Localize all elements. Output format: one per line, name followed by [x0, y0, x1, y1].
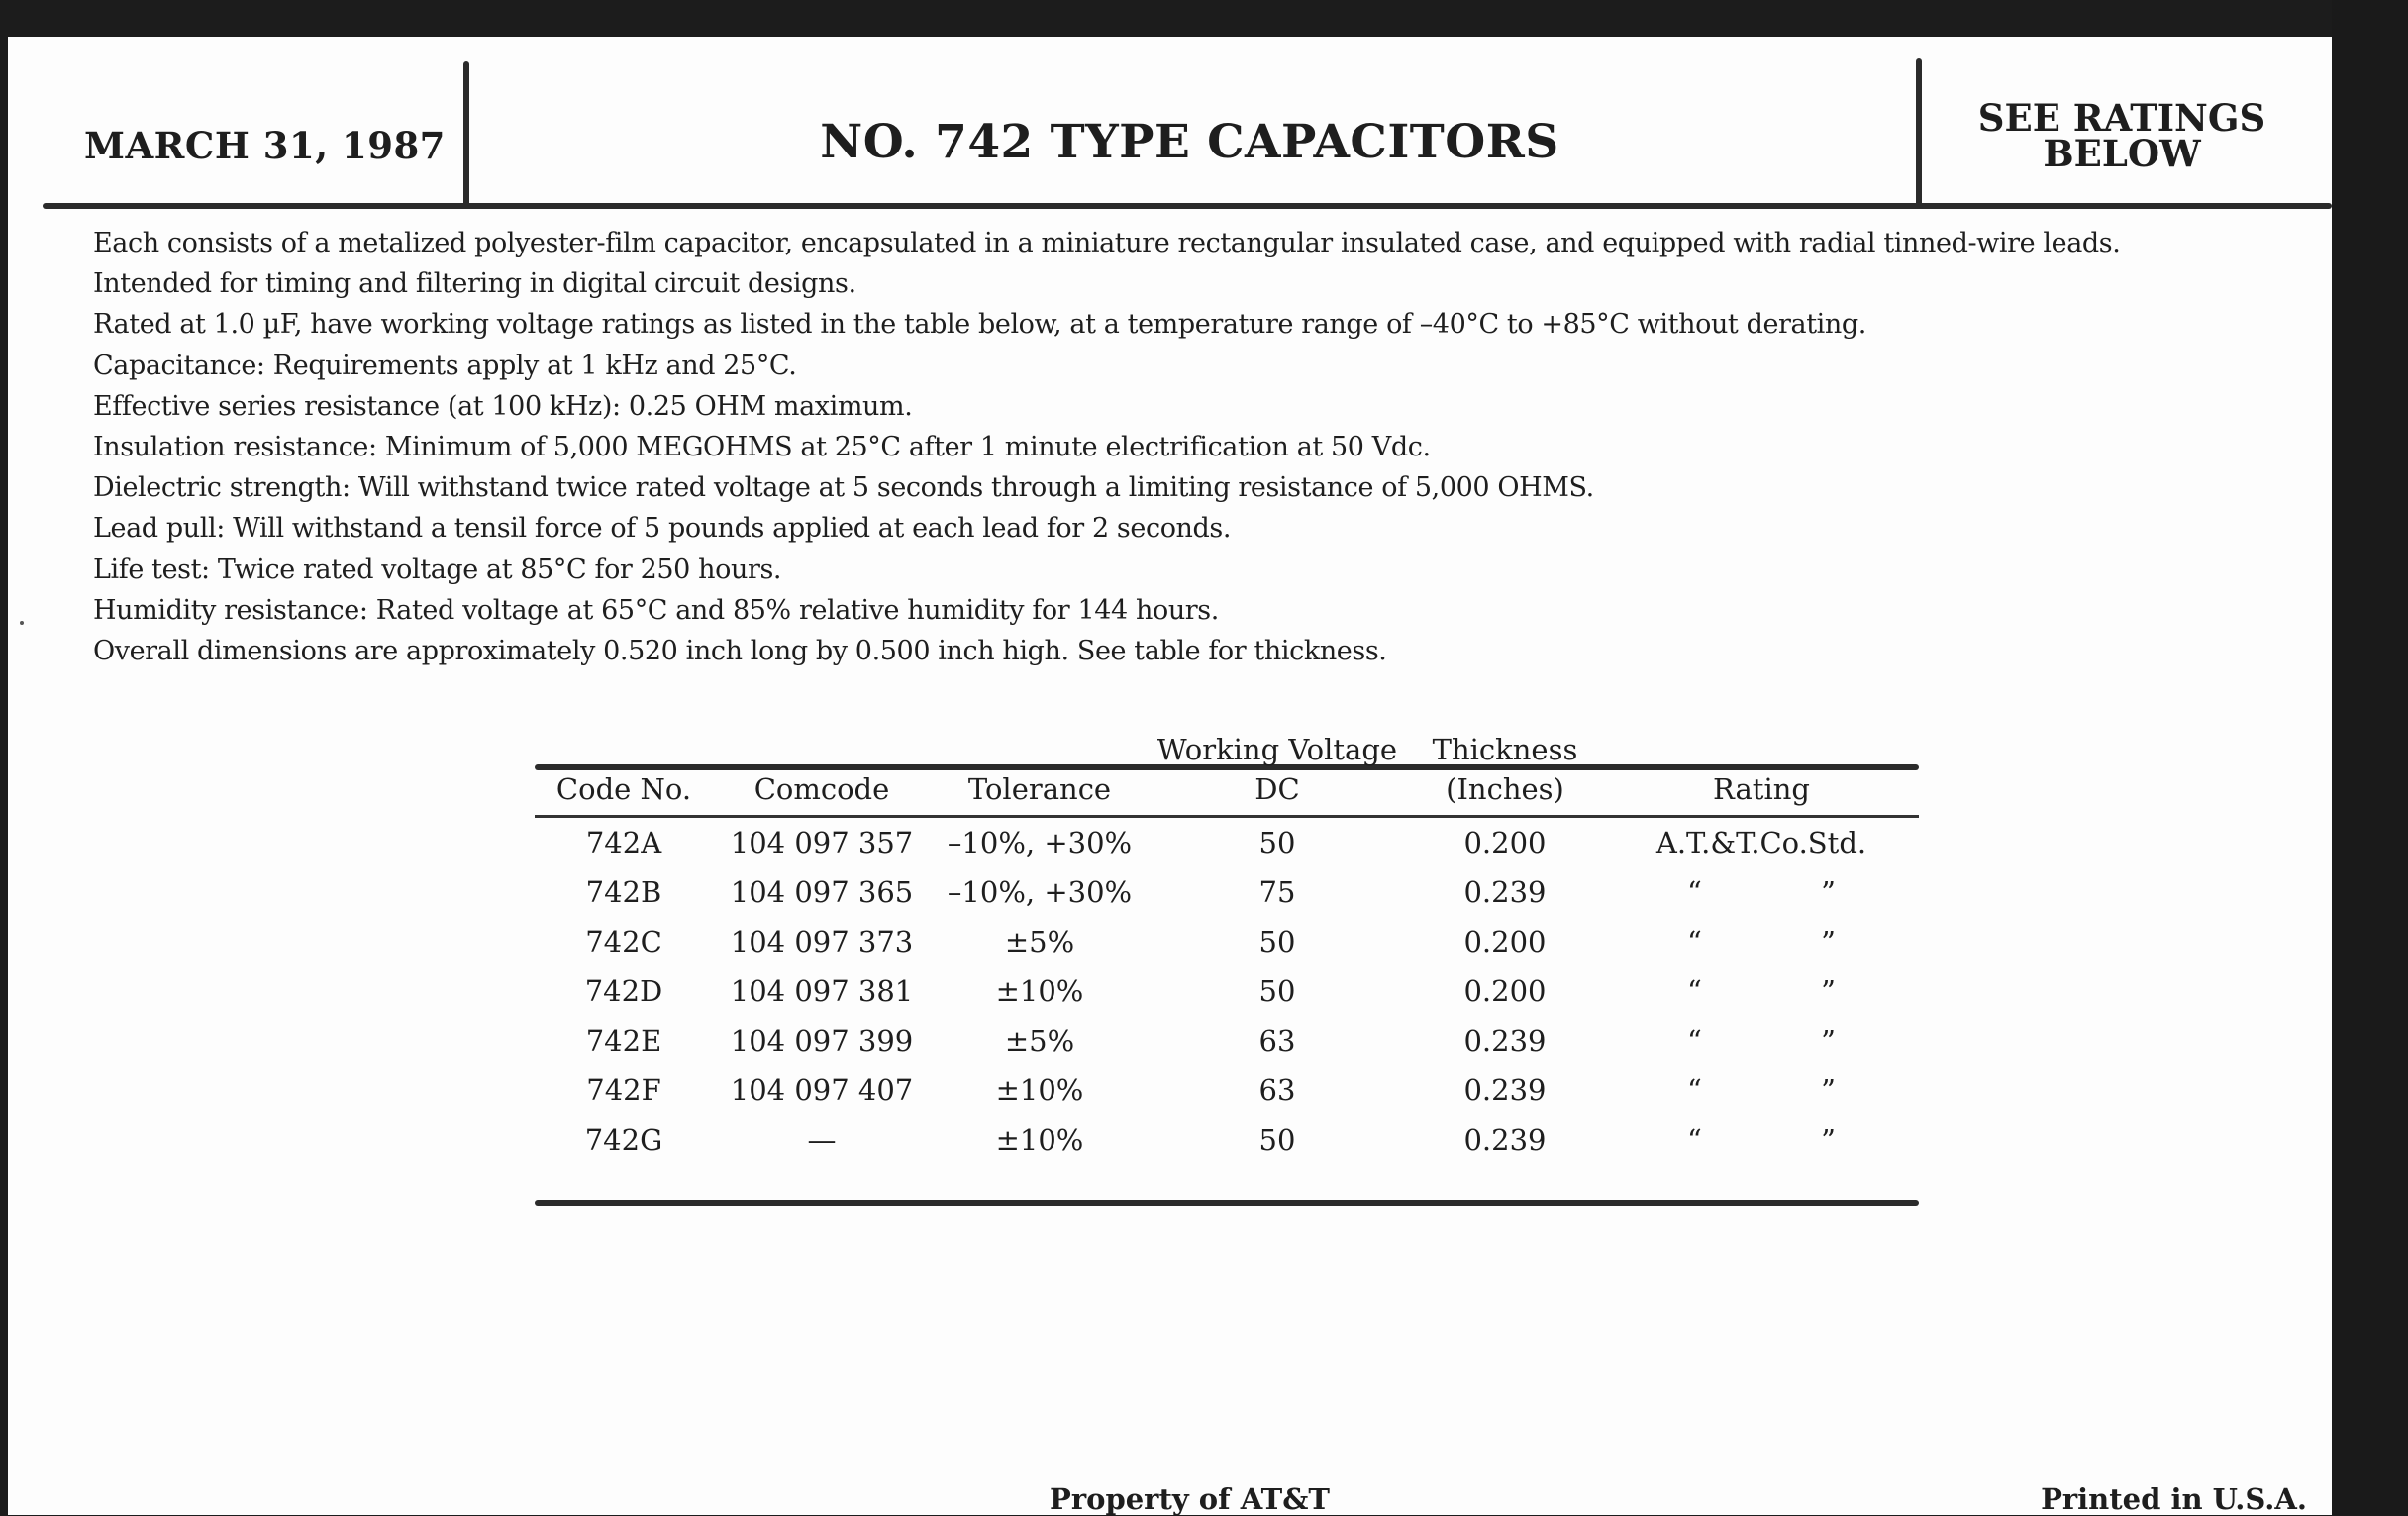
ditto-close: ”: [1821, 925, 1836, 959]
description-line: Rated at 1.0 µF, have working voltage ratings as listed in the table below, at a temperature range of –40°C to +85°C without derating.: [93, 309, 1866, 341]
description-line: Life test: Twice rated voltage at 85°C for 250 hours.: [93, 554, 782, 585]
cell-tolerance: ±10%: [995, 974, 1084, 1008]
ditto-open: “: [1687, 925, 1702, 959]
table-bottom-rule: [535, 1200, 1919, 1206]
cell-code: 742C: [585, 925, 662, 959]
table-row: [535, 817, 1919, 868]
ditto-close: ”: [1821, 974, 1836, 1008]
ditto-marks: [1687, 1115, 1836, 1164]
column-header-rating: Rating: [1713, 772, 1810, 806]
description-line: Each consists of a metalized polyester-film capacitor, encapsulated in a miniature rectangular insulated case, and equipped with radial tinned-wire leads.: [93, 228, 2121, 258]
cell-comcode: 104 097 407: [730, 1073, 914, 1107]
cell-voltage: 50: [1258, 1123, 1296, 1157]
cell-tolerance: –10%, +30%: [947, 826, 1133, 859]
table-header-row: [535, 730, 1919, 817]
table-row: [535, 1016, 1919, 1065]
header-rule: [43, 203, 2332, 209]
ditto-open: “: [1687, 1024, 1702, 1058]
cell-tolerance: ±5%: [1004, 925, 1075, 959]
cell-rating: [1604, 917, 1919, 966]
scan-border-right: [2332, 0, 2408, 1515]
cell-comcode: —: [807, 1123, 837, 1157]
cell-voltage: 50: [1258, 974, 1296, 1008]
cell-rating: [1604, 966, 1919, 1016]
ditto-close: ”: [1821, 1123, 1836, 1157]
description-line: Dielectric strength: Will withstand twice rated voltage at 5 seconds through a limiting resistance of 5,000 OHMS.: [93, 472, 1594, 504]
cell-rating: [1604, 1115, 1919, 1164]
cell-thickness: 0.200: [1463, 925, 1547, 959]
cell-rating: A.T.&T.Co.Std.: [1656, 826, 1867, 859]
cell-tolerance: –10%, +30%: [947, 875, 1133, 909]
cell-comcode: 104 097 399: [730, 1024, 914, 1058]
cell-thickness: 0.239: [1463, 1073, 1547, 1107]
ditto-close: ”: [1821, 1073, 1836, 1107]
ratings-table: [535, 730, 1919, 1164]
table-row: [535, 917, 1919, 966]
column-header-tolerance: Tolerance: [967, 772, 1112, 806]
document-title: NO. 742 TYPE CAPACITORS: [820, 115, 1559, 169]
cell-thickness: 0.239: [1463, 875, 1547, 909]
cell-rating: [1604, 1065, 1919, 1115]
cell-comcode: 104 097 357: [730, 826, 914, 859]
cell-tolerance: ±5%: [1004, 1024, 1075, 1058]
cell-rating: [1604, 867, 1919, 917]
ditto-marks: [1687, 1065, 1836, 1115]
cell-voltage: 50: [1258, 826, 1296, 859]
cell-tolerance: ±10%: [995, 1073, 1084, 1107]
description-line: Capacitance: Requirements apply at 1 kHz and 25°C.: [93, 350, 797, 381]
ditto-marks: [1687, 966, 1836, 1016]
ditto-open: “: [1687, 1123, 1702, 1157]
table-row: [535, 867, 1919, 917]
column-header-code: Code No.: [555, 772, 692, 806]
cell-tolerance: ±10%: [995, 1123, 1084, 1157]
cell-voltage: 75: [1258, 875, 1296, 909]
table-row: [535, 1065, 1919, 1115]
cell-thickness: 0.239: [1463, 1024, 1547, 1058]
cell-comcode: 104 097 381: [730, 974, 914, 1008]
scan-speck: [20, 621, 24, 625]
rating-note-line1: SEE RATINGS: [1977, 96, 2266, 140]
ditto-marks: [1687, 867, 1836, 917]
footer-printed: Printed in U.S.A.: [2041, 1482, 2307, 1516]
ditto-open: “: [1687, 1073, 1702, 1107]
cell-comcode: 104 097 365: [730, 875, 914, 909]
ditto-close: ”: [1821, 875, 1836, 909]
column-header-voltage: Working Voltage DC: [1156, 733, 1398, 806]
cell-rating: [1604, 1016, 1919, 1065]
column-header-comcode: Comcode: [753, 772, 890, 806]
rating-note-line2: BELOW: [2043, 132, 2201, 175]
description-line: Lead pull: Will withstand a tensil force of 5 pounds applied at each lead for 2 seconds.: [93, 513, 1232, 545]
document-date: MARCH 31, 1987: [84, 124, 446, 167]
cell-comcode: 104 097 373: [730, 925, 914, 959]
description-line: Insulation resistance: Minimum of 5,000 MEGOHMS at 25°C after 1 minute electrification at 50 Vdc.: [93, 432, 1431, 463]
cell-code: 742A: [585, 826, 662, 859]
cell-thickness: 0.239: [1463, 1123, 1547, 1157]
ditto-close: ”: [1821, 1024, 1836, 1058]
description-line: Overall dimensions are approximately 0.520 inch long by 0.500 inch high. See table for thickness.: [93, 636, 1387, 667]
cell-thickness: 0.200: [1463, 826, 1547, 859]
cell-code: 742G: [584, 1123, 663, 1157]
rating-note: [1919, 96, 2325, 175]
description-line: Intended for timing and filtering in digital circuit designs.: [93, 268, 856, 300]
ditto-marks: [1687, 917, 1836, 966]
cell-voltage: 63: [1258, 1024, 1296, 1058]
ditto-open: “: [1687, 875, 1702, 909]
document-page: [8, 37, 2332, 1515]
footer-property: Property of AT&T: [1050, 1482, 1330, 1516]
ditto-open: “: [1687, 974, 1702, 1008]
cell-thickness: 0.200: [1463, 974, 1547, 1008]
cell-code: 742E: [585, 1024, 662, 1058]
cell-voltage: 63: [1258, 1073, 1296, 1107]
table-row: [535, 1115, 1919, 1164]
table-row: [535, 966, 1919, 1016]
cell-voltage: 50: [1258, 925, 1296, 959]
cell-code: 742F: [586, 1073, 661, 1107]
cell-code: 742B: [585, 875, 662, 909]
cell-code: 742D: [584, 974, 663, 1008]
description-block: [93, 223, 2120, 671]
column-header-thickness: Thickness (Inches): [1432, 733, 1578, 806]
description-line: Humidity resistance: Rated voltage at 65°C and 85% relative humidity for 144 hours.: [93, 594, 1219, 626]
ditto-marks: [1687, 1016, 1836, 1065]
description-line: Effective series resistance (at 100 kHz): 0.25 OHM maximum.: [93, 390, 913, 422]
